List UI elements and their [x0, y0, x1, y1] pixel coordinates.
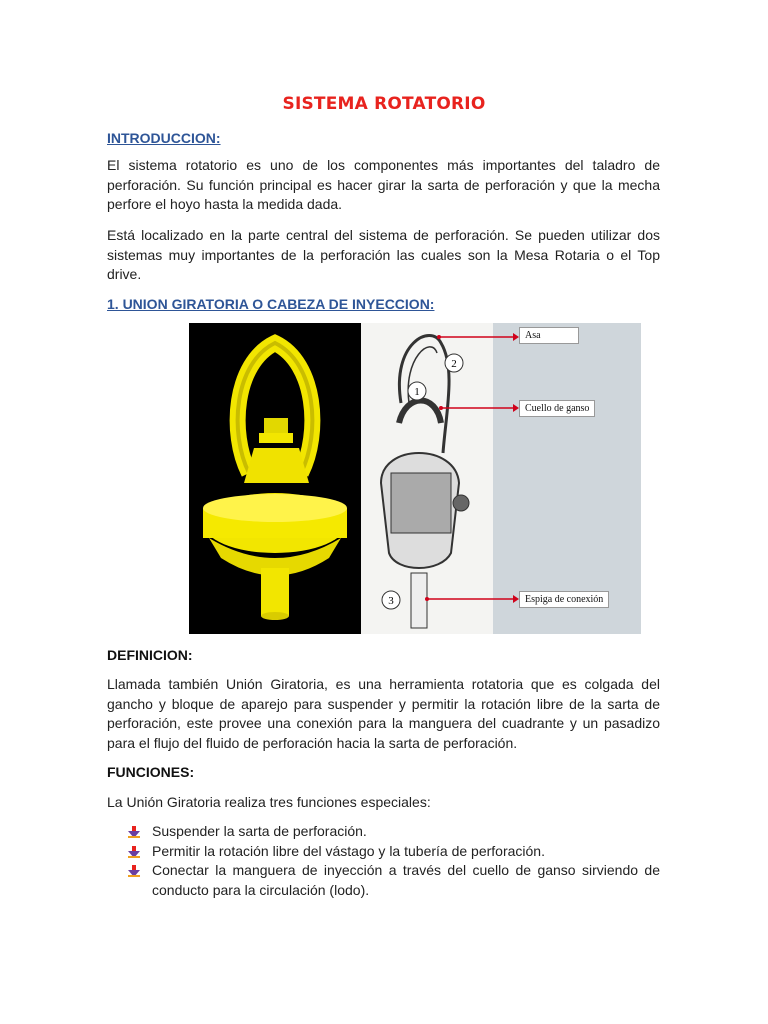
callout-number-2: 2 [451, 358, 457, 370]
swivel-photo [189, 323, 361, 634]
intro-paragraph-2: Está localizado en la parte central del sistema de perforación. Se pueden utilizar dos sistemas muy importantes de la perforación las cuales son la Mesa Rotaria o el Top drive. [107, 227, 660, 282]
callout-cuello-de-ganso: Cuello de ganso [519, 400, 595, 417]
intro-paragraph-1: El sistema rotatorio es uno de los componentes más importantes del taladro de perforación. Su función principal es hacer girar la sarta de perforación y que la mecha perfore el hoyo hasta la medida dada. [107, 157, 660, 212]
page-title: SISTEMA ROTATORIO [282, 94, 486, 114]
intro-heading: INTRODUCCION: [107, 130, 221, 146]
definicion-heading: DEFINICION: [107, 647, 193, 663]
swivel-diagram [361, 323, 493, 634]
callout-number-3: 3 [388, 595, 394, 607]
arrow-down-bullet-icon [128, 865, 140, 877]
callout-asa: Asa [519, 327, 579, 344]
arrow-down-bullet-icon [128, 826, 140, 838]
callout-panel [493, 323, 641, 634]
list-item-text: Permitir la rotación libre del vástago y la tubería de perforación. [152, 842, 545, 859]
list-item-text: Suspender la sarta de perforación. [152, 823, 367, 839]
arrow-down-bullet-icon [128, 846, 140, 858]
callout-espiga-de-conexion: Espiga de conexión [519, 591, 609, 608]
callout-number-1: 1 [414, 386, 420, 398]
list-item-text: Conectar la manguera de inyección a través del cuello de ganso sirviendo de conducto para la circulación (lodo). [152, 862, 660, 898]
list-item [128, 822, 660, 842]
swivel-figure [189, 323, 641, 634]
list-item [128, 842, 660, 862]
list-item [128, 861, 660, 900]
definicion-text: Llamada también Unión Giratoria, es una herramienta rotatoria que es colgada del gancho y bloque de aparejo para suspender y permitir la rotación libre de la sarta de perforación, este provee una conexión para la manguera del cuadrante y un pasadizo para el flujo del fluido de perforación hacia la sarta de perforación. [107, 676, 660, 751]
section-1-heading: 1. UNION GIRATORIA O CABEZA DE INYECCION: [107, 296, 435, 312]
funciones-heading: FUNCIONES: [107, 764, 195, 780]
funciones-intro: La Unión Giratoria realiza tres funciones especiales: [107, 794, 431, 810]
funciones-list [128, 822, 660, 900]
